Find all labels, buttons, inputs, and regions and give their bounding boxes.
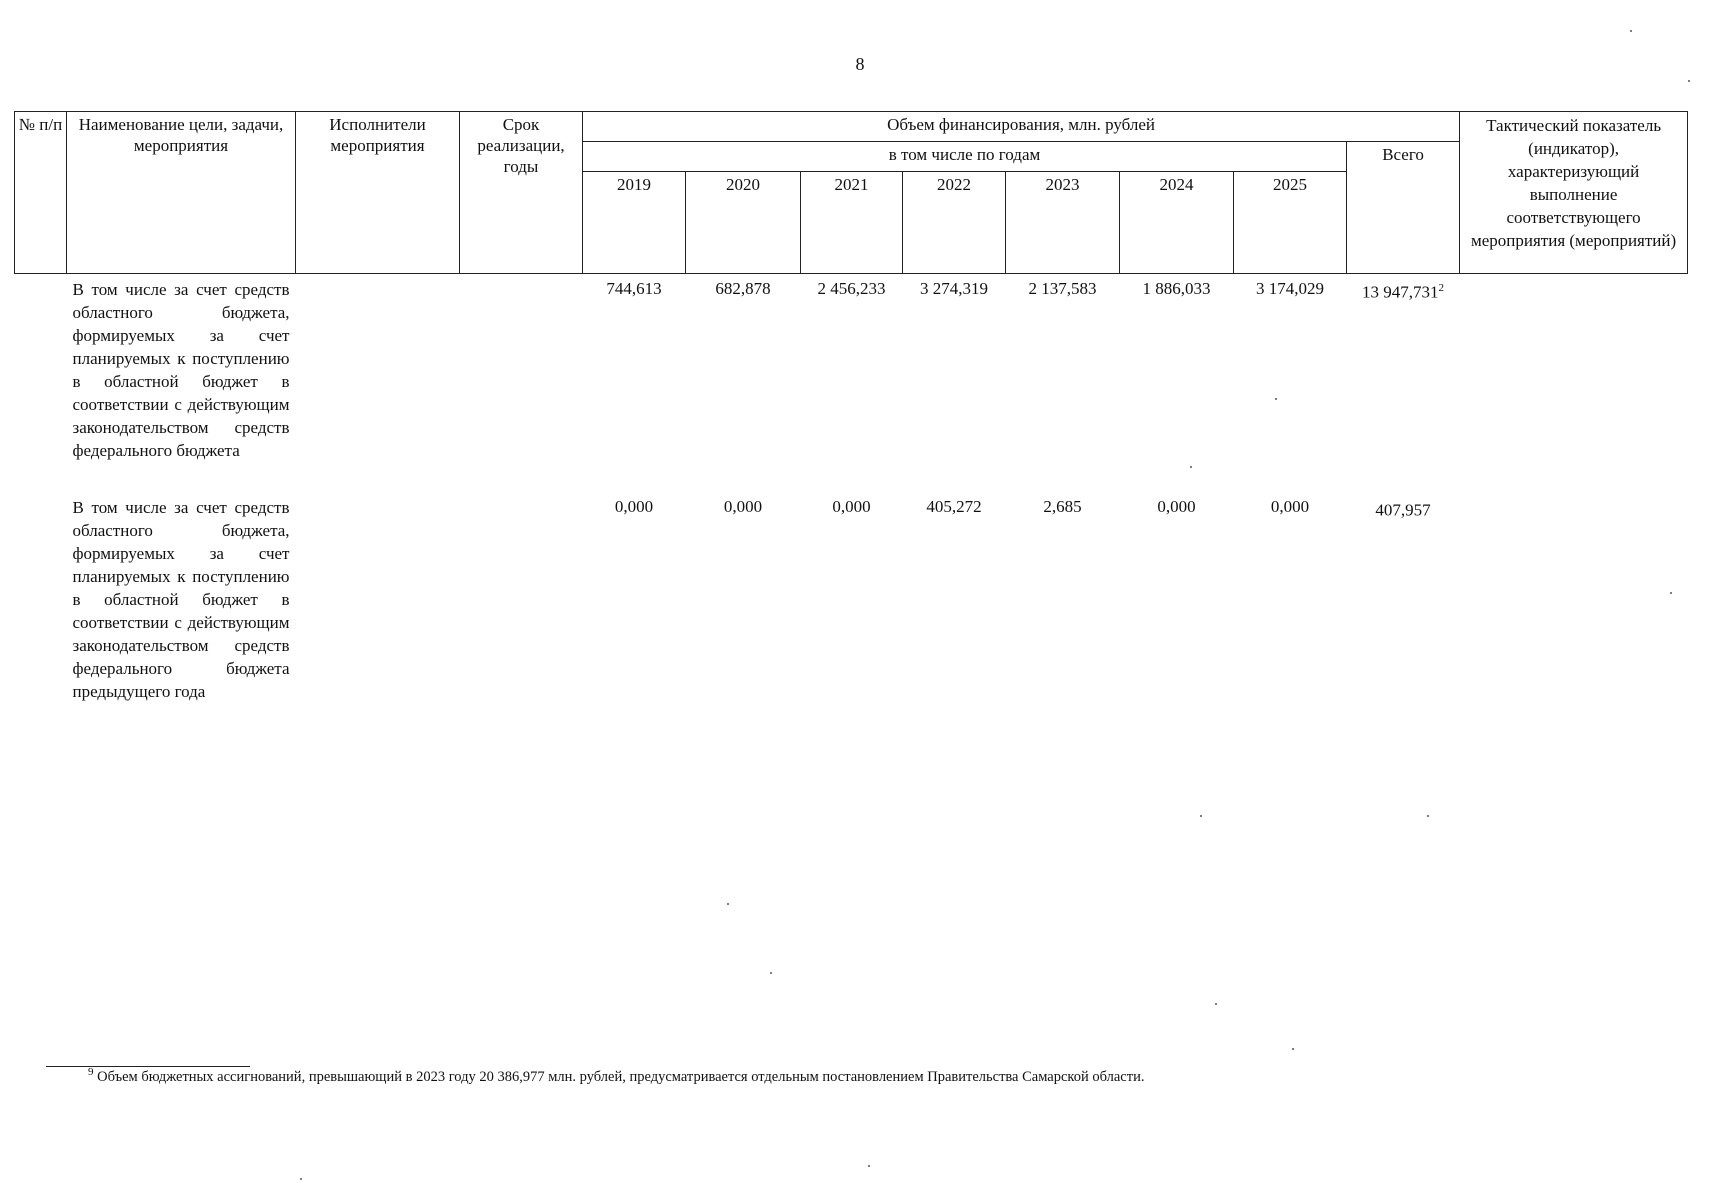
header-year: 2021 bbox=[801, 172, 903, 274]
footnote-marker: 9 bbox=[88, 1066, 94, 1078]
scan-speck bbox=[1670, 592, 1672, 594]
scan-speck bbox=[868, 1165, 870, 1167]
row-value-2022: 3 274,319 bbox=[920, 279, 988, 298]
row-value-2025: 3 174,029 bbox=[1256, 279, 1324, 298]
header-total: Всего bbox=[1347, 142, 1460, 274]
row-total bbox=[1347, 492, 1460, 703]
header-year: 2022 bbox=[903, 172, 1006, 274]
row-total bbox=[1347, 274, 1460, 463]
row-value-2024: 0,000 bbox=[1157, 497, 1196, 516]
footnote-text: Объем бюджетных ассигнований, превышающий в 2023 году 20 386,977 млн. рублей, предусматривается отдельным постановлением Правительства Самарской области. bbox=[97, 1068, 1145, 1085]
row-total-value: 13 947,731 bbox=[1362, 282, 1439, 302]
scan-speck bbox=[1190, 466, 1192, 468]
table-header bbox=[15, 112, 1688, 274]
scan-speck bbox=[1427, 815, 1429, 817]
scan-speck bbox=[770, 972, 772, 974]
header-number: № п/п bbox=[15, 112, 67, 274]
header-year: 2023 bbox=[1006, 172, 1120, 274]
header-indicator: Тактический показатель (индикатор), характеризующий выполнение соответствующего мероприятия (мероприятий) bbox=[1460, 112, 1688, 274]
header-by-years: в том числе по годам bbox=[583, 142, 1347, 172]
row-description: В том числе за счет средств областного бюджета, формируемых за счет планируемых к поступлению в областной бюджет в соответствии с действующим законодательством средств федерального бюджета предыдущего года bbox=[72, 498, 290, 701]
scan-speck bbox=[300, 1178, 302, 1180]
table-row bbox=[15, 274, 1688, 463]
scan-speck bbox=[1630, 30, 1632, 32]
header-year: 2025 bbox=[1234, 172, 1347, 274]
row-value-2023: 2 137,583 bbox=[1028, 279, 1097, 298]
row-value-2023: 2,685 bbox=[1043, 497, 1082, 516]
row-value-2021: 0,000 bbox=[832, 497, 871, 516]
row-value-2021: 2 456,233 bbox=[817, 279, 886, 298]
header-year: 2020 bbox=[686, 172, 801, 274]
row-value-2020: 0,000 bbox=[723, 497, 763, 516]
header-term: Срок реализации, годы bbox=[460, 112, 583, 274]
scan-speck bbox=[1215, 1003, 1217, 1005]
row-value-2019: 744,613 bbox=[606, 279, 662, 298]
table-body bbox=[15, 274, 1688, 704]
row-value-2024: 1 886,033 bbox=[1142, 279, 1211, 298]
footnote bbox=[88, 1066, 1144, 1086]
row-total-footnote-mark: 2 bbox=[1438, 282, 1445, 294]
table-row bbox=[15, 492, 1688, 703]
scan-speck bbox=[1275, 398, 1277, 400]
scan-speck bbox=[727, 903, 729, 905]
row-value-2020: 682,878 bbox=[715, 279, 771, 298]
scan-speck bbox=[1688, 80, 1690, 82]
row-value-2025: 0,000 bbox=[1270, 497, 1310, 516]
scan-speck bbox=[1200, 815, 1202, 817]
scan-speck bbox=[1292, 1048, 1294, 1050]
row-description: В том числе за счет средств областного бюджета, формируемых за счет планируемых к поступлению в областной бюджет в соответствии с действующим законодательством средств федерального бюджета bbox=[72, 280, 290, 460]
page-number: 8 bbox=[855, 54, 865, 74]
header-executors: Исполнители мероприятия bbox=[296, 112, 460, 274]
header-funding: Объем финансирования, млн. рублей bbox=[583, 112, 1460, 142]
row-spacer bbox=[15, 462, 1688, 492]
row-total-value: 407,957 bbox=[1375, 500, 1431, 520]
header-year: 2019 bbox=[583, 172, 686, 274]
row-value-2022: 405,272 bbox=[926, 497, 982, 516]
funding-table bbox=[14, 111, 1688, 703]
header-year: 2024 bbox=[1120, 172, 1234, 274]
header-name: Наименование цели, задачи, мероприятия bbox=[67, 112, 296, 274]
row-value-2019: 0,000 bbox=[614, 497, 654, 516]
